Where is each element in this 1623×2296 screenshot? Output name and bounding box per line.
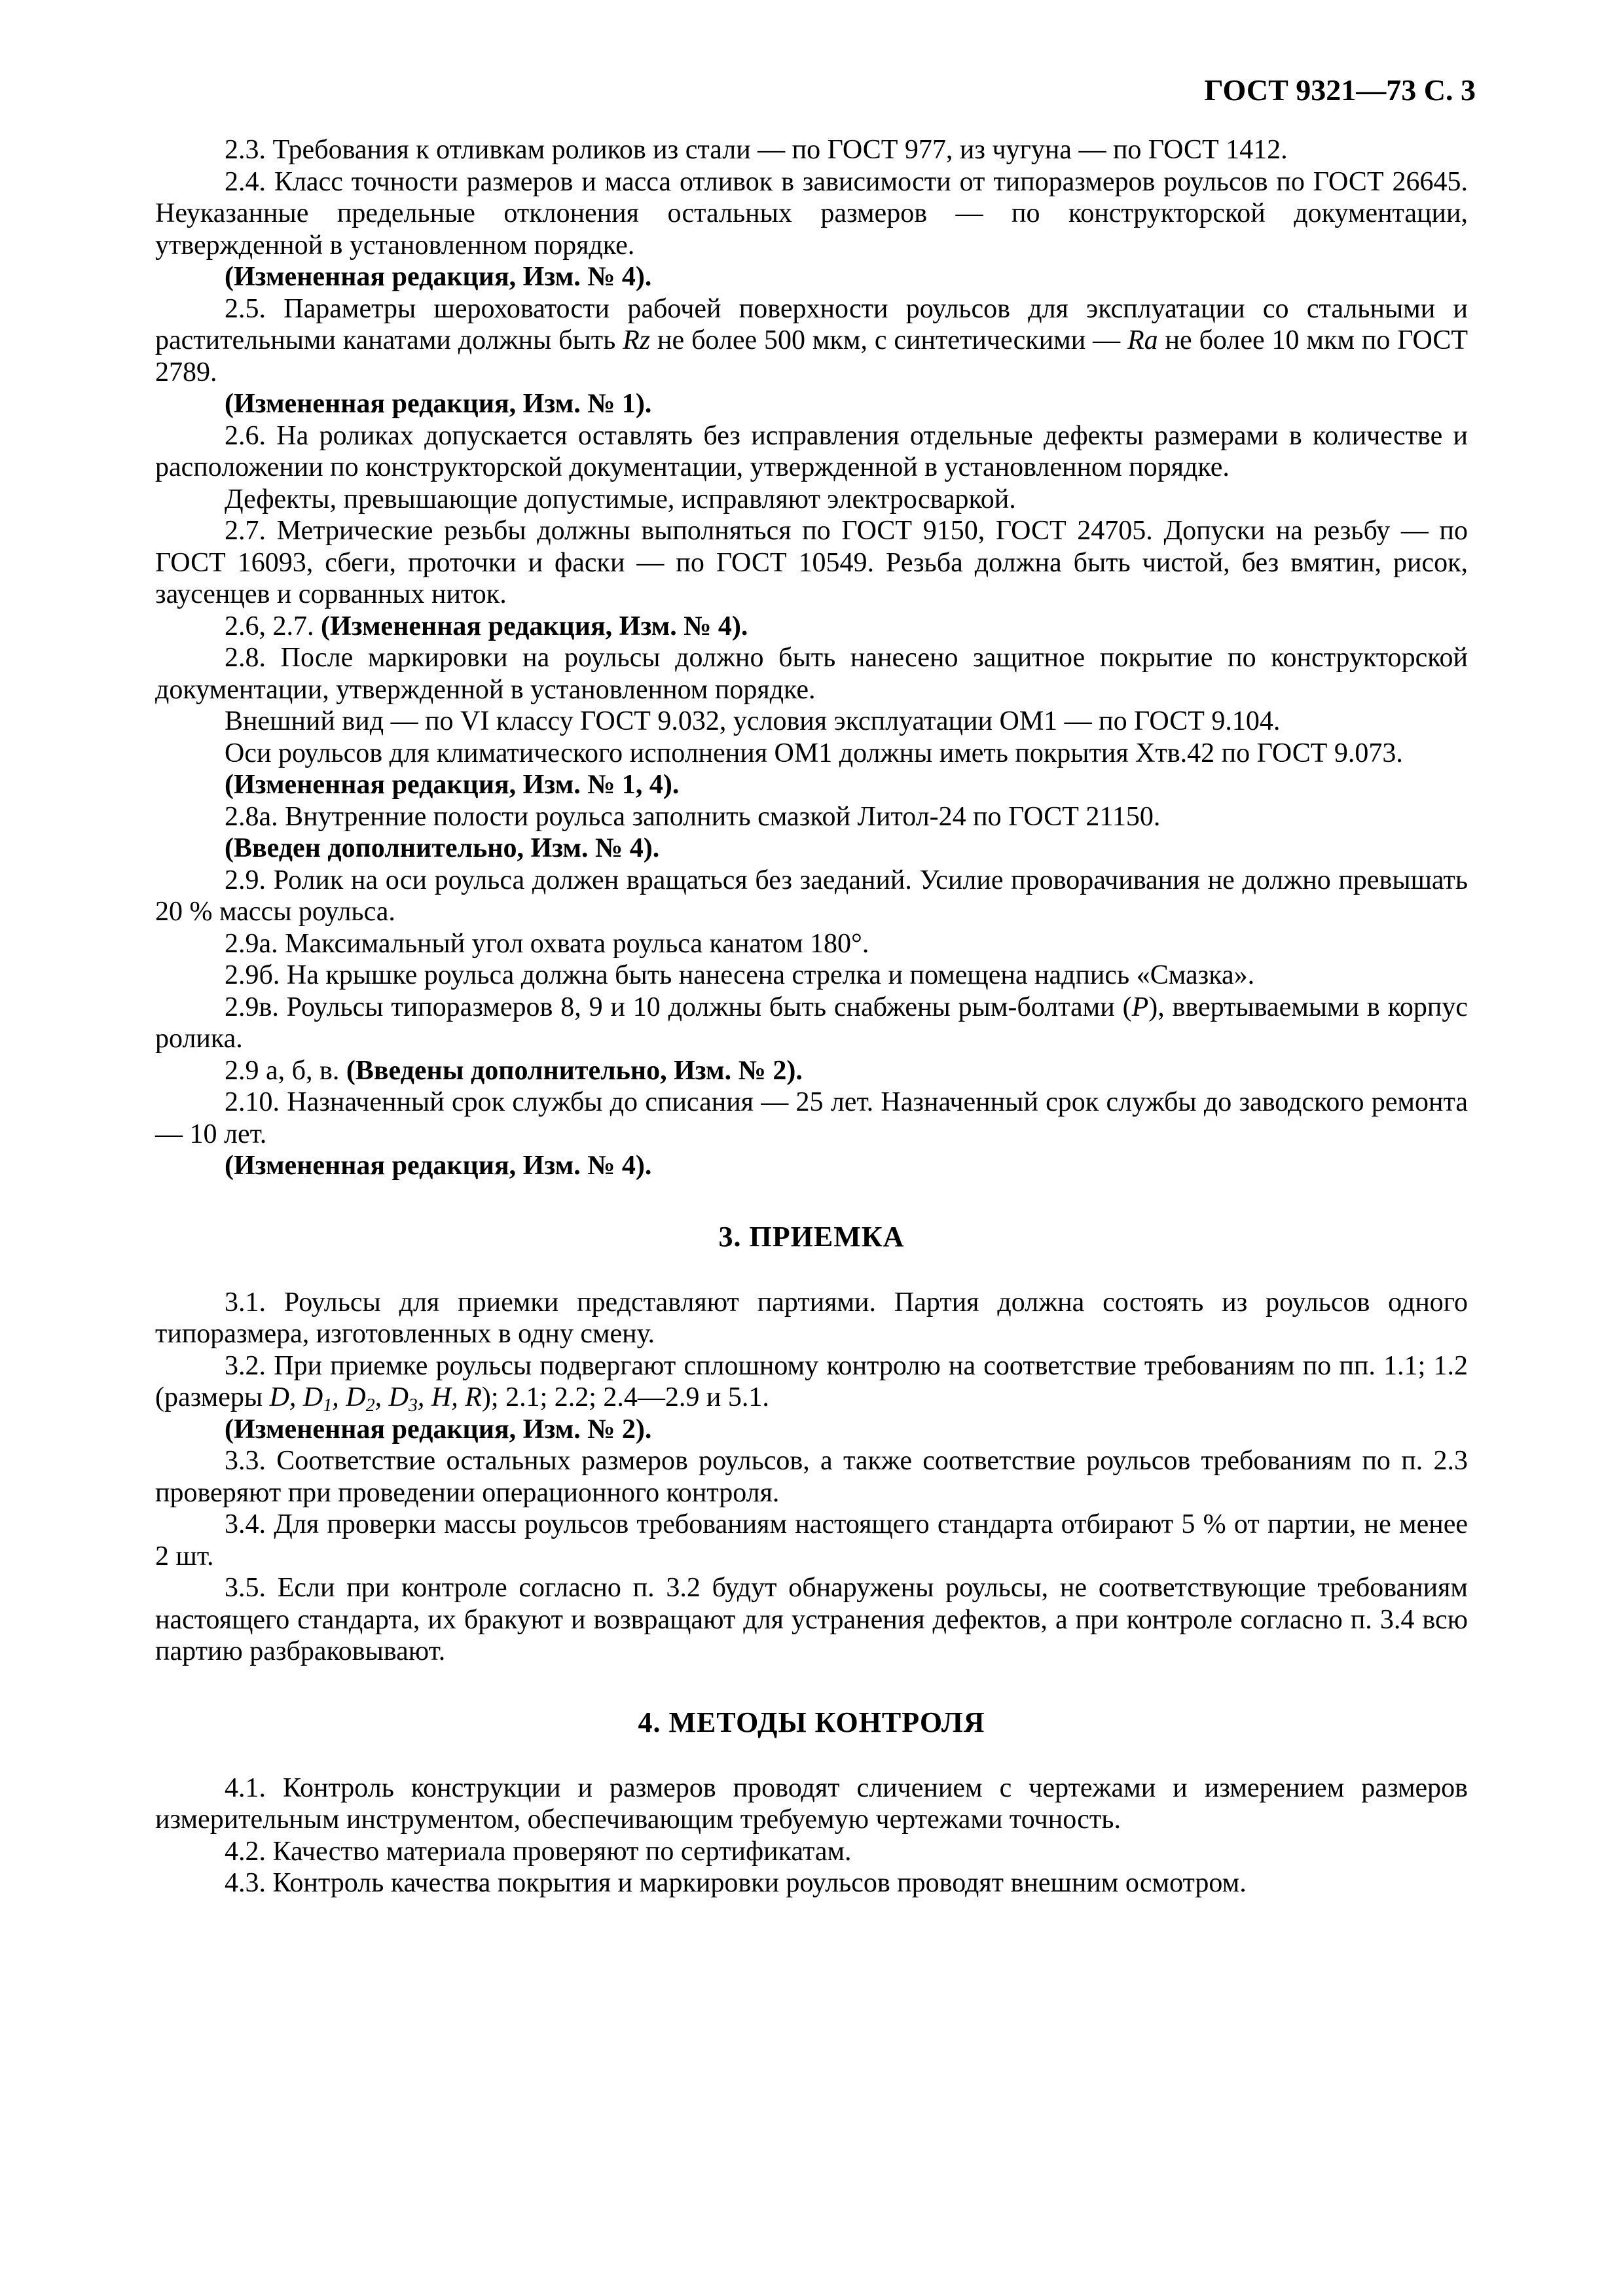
page-header: ГОСТ 9321—73 С. 3: [1204, 73, 1476, 107]
clause-2-6-defects: Дефекты, превышающие допустимые, исправляют электросваркой.: [225, 484, 1016, 514]
clause-4-3: 4.3. Контроль качества покрытия и маркировки роульсов проводят внешним осмотром.: [225, 1868, 1247, 1898]
clause-2-8-appearance: Внешний вид — по VI классу ГОСТ 9.032, условия эксплуатации ОМ1 — по ГОСТ 9.104.: [225, 706, 1281, 736]
clause-2-5: 2.5. Параметры шероховатости рабочей поверхности роульсов для эксплуатации со стальными и растительными канатами должны быть Rz не более 500 мкм, с синтетическими — Ra не более 10 мкм по ГОСТ 2789.: [155, 293, 1468, 387]
amendment-note: 2.9 а, б, в. (Введены дополнительно, Изм. № 2).: [225, 1055, 803, 1086]
clause-3-3: 3.3. Соответствие остальных размеров роульсов, а также соответствие роульсов требованиям по п. 2.3 проверяют при проведении операционного контроля.: [155, 1446, 1468, 1508]
clause-2-9: 2.9. Ролик на оси роульса должен вращаться без заеданий. Усилие проворачивания не должно превышать 20 % массы роульса.: [155, 865, 1468, 927]
amendment-note: (Измененная редакция, Изм. № 1).: [225, 389, 652, 419]
clause-3-2: 3.2. При приемке роульсы подвергают сплошному контролю на соответствие требованиям по пп. 1.1; 1.2 (размеры D, $D_1$, $D_2$, $D_3$, H, R); 2.1; 2.2; 2.4—2.9 и 5.1.: [155, 1350, 1468, 1416]
clause-2-4: 2.4. Класс точности размеров и масса отливок в зависимости от типоразмеров роульсов по ГОСТ 26645. Неуказанные предельные отклонения остальных размеров — по конструкторской документации, утвержденной в установленном порядке.: [155, 166, 1468, 260]
amendment-note: 2.6, 2.7. (Измененная редакция, Изм. № 4).: [225, 611, 748, 641]
clause-2-3: 2.3. Требования к отливкам роликов из стали — по ГОСТ 977, из чугуна — по ГОСТ 1412.: [225, 135, 1288, 165]
clause-4-1: 4.1. Контроль конструкции и размеров проводят сличением с чертежами и измерением размеров измерительным инструментом, обеспечивающим требуемую чертежами точность.: [155, 1772, 1468, 1835]
amendment-note: (Измененная редакция, Изм. № 4).: [225, 262, 652, 292]
clause-2-8a: 2.8а. Внутренние полости роульса заполнить смазкой Литол-24 по ГОСТ 21150.: [225, 801, 1161, 832]
amendment-note: (Измененная редакция, Изм. № 4).: [225, 1151, 652, 1181]
clause-3-1: 3.1. Роульсы для приемки представляют партиями. Партия должна состоять из роульсов одного типоразмера, изготовленных в одну смену.: [155, 1287, 1468, 1349]
amendment-note: (Измененная редакция, Изм. № 1, 4).: [225, 770, 680, 800]
clause-2-10: 2.10. Назначенный срок службы до списания — 25 лет. Назначенный срок службы до заводского ремонта — 10 лет.: [155, 1087, 1468, 1149]
document-body: [155, 134, 1468, 1899]
clause-2-8-axes: Оси роульсов для климатического исполнения ОМ1 должны иметь покрытия Хтв.42 по ГОСТ 9.073.: [225, 738, 1403, 768]
section-heading-control-methods: 4. МЕТОДЫ КОНТРОЛЯ: [638, 1706, 985, 1738]
clause-2-9a: 2.9а. Максимальный угол охвата роульса канатом 180°.: [225, 928, 869, 959]
clause-2-6: 2.6. На роликах допускается оставлять без исправления отдельные дефекты размерами в количестве и расположении по конструкторской документации, утвержденной в установленном порядке.: [155, 420, 1468, 482]
amendment-note: (Измененная редакция, Изм. № 2).: [225, 1414, 652, 1444]
amendment-note: (Введен дополнительно, Изм. № 4).: [225, 833, 660, 863]
clause-2-9v: 2.9в. Роульсы типоразмеров 8, 9 и 10 должны быть снабжены рым-болтами (P), ввертываемыми в корпус ролика.: [155, 992, 1468, 1054]
clause-2-9b: 2.9б. На крышке роульса должна быть нанесена стрелка и помещена надпись «Смазка».: [225, 960, 1255, 990]
clause-2-8: 2.8. После маркировки на роульсы должно быть нанесено защитное покрытие по конструкторской документации, утвержденной в установленном порядке.: [155, 643, 1468, 705]
clause-4-2: 4.2. Качество материала проверяют по сертификатам.: [225, 1836, 852, 1867]
clause-2-7: 2.7. Метрические резьбы должны выполняться по ГОСТ 9150, ГОСТ 24705. Допуски на резьбу — по ГОСТ 16093, сбеги, проточки и фаски — по ГОСТ 10549. Резьба должна быть чистой, без вмятин, рисок, заусенцев и сорванных ниток.: [155, 516, 1468, 609]
section-heading-acceptance: 3. ПРИЕМКА: [718, 1220, 905, 1253]
clause-3-4: 3.4. Для проверки массы роульсов требованиям настоящего стандарта отбирают 5 % от партии, не менее 2 шт.: [155, 1509, 1468, 1571]
clause-3-5: 3.5. Если при контроле согласно п. 3.2 будут обнаружены роульсы, не соответствующие требованиям настоящего стандарта, их бракуют и возвращают для устранения дефектов, а при контроле согласно п. 3.4 всю партию разбраковывают.: [155, 1573, 1468, 1666]
